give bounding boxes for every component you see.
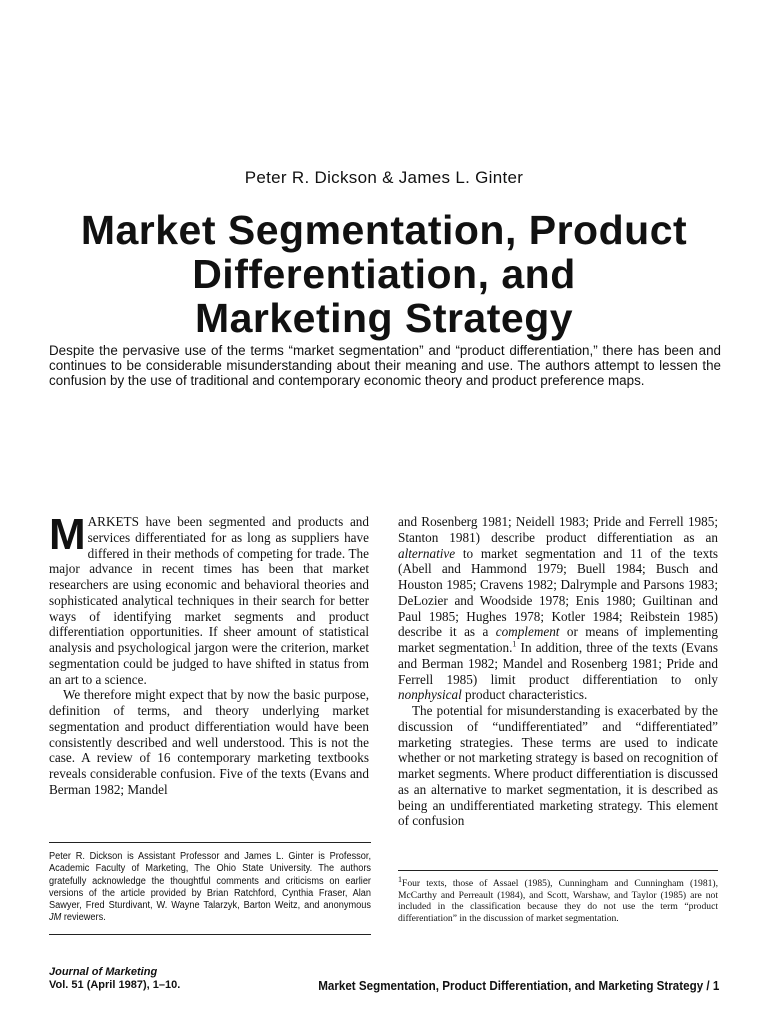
journal-citation (49, 966, 180, 991)
paragraph-text: or means of implementing market segmentation. (398, 624, 718, 655)
paragraph-text: have been segmented and products and services differentiated for as long as suppliers have differed in their methods of competing for trade. The major advance in recent times has been that market researchers are using economic and behavioral theories and sophisticated analytical techniques in their search for better ways of identifying market segments and product differentiation opportunities. If sheer amount of statistical analysis and psychological jargon were the criterion, market segmentation could be judged to have shifted in status from an art to a science. (49, 514, 369, 687)
journal-volume: Vol. 51 (April 1987), 1–10. (49, 978, 181, 991)
paragraph-text: to market segmentation and 11 of the texts (Abell and Hammond 1979; Buell 1984; Busch and Houston 1985; Cravens 1982; Dalrymple and Parsons 1983; DeLozier and Woodside 1978; Enis 1980; Guiltinan and Paul 1985; Hughes 1978; Kotler 1984; Reibstein 1985) describe it as a (398, 545, 718, 640)
running-footer: Market Segmentation, Product Differentiation, and Marketing Strategy / 1 (317, 979, 719, 993)
journal-name: Journal of Marketing (49, 966, 158, 978)
author-note (49, 851, 371, 925)
footnote-number: 1 (398, 874, 402, 884)
body-paragraph: The potential for misunderstanding is exacerbated by the discussion of “undifferentiated” and “differentiated” marketing strategies. These terms are used to indicate whether or not marketing strategy is based on recognition of market segments. Where product differentiation is discussed as an alternative to market segmentation, it is described as being an undifferentiated marketing strategy. This element of confusion (398, 703, 718, 829)
paragraph-text: product characteristics. (461, 687, 588, 703)
title-line-1: Market Segmentation, Product (80, 207, 688, 253)
body-column-left (49, 510, 369, 798)
title-line-3: Marketing Strategy (194, 295, 574, 341)
author-line: Peter R. Dickson & James L. Ginter (244, 168, 524, 187)
footnote-rule-left (49, 842, 371, 843)
lead-in-caps: ARKETS (87, 514, 139, 529)
footnote (398, 874, 718, 924)
footnote-text: Four texts, those of Assael (1985), Cunningham and Cunningham (1981), McCarthy and Perreault (1984), and Scott, Warshaw, and Taylor (1985) are not included in the classification because they do not use the term “product differentiation” in the discussion of market segmentation. (398, 878, 718, 924)
abstract: Despite the pervasive use of the terms “market segmentation” and “product differentiation,” there has been and continues to be considerable misunderstanding about their meaning and use. The authors attempt to lessen the confusion by the use of traditional and contemporary economic theory and product preference maps. (49, 343, 721, 389)
emphasis-text: alternative (398, 545, 456, 561)
body-paragraph: We therefore might expect that by now the basic purpose, definition of terms, and theory underlying market segmentation and product differentiation would have been consistently described and well understood. This is not the case. A review of 16 contemporary marketing textbooks reveals considerable confusion. Five of the texts (Evans and Berman 1982; Mandel (49, 687, 369, 797)
paragraph-text: and Rosenberg 1981; Neidell 1983; Pride and Ferrell 1985; Stanton 1981) describe product differentiation as an (398, 514, 718, 545)
note-emphasis: JM (49, 912, 62, 924)
footnote-rule-right (398, 870, 718, 871)
body-paragraph (398, 514, 718, 703)
body-paragraph (49, 510, 369, 687)
body-column-right (398, 514, 718, 829)
title-line-2: Differentiation, and (192, 251, 576, 297)
emphasis-text: nonphysical (398, 687, 462, 703)
article-title (40, 208, 728, 340)
note-text: reviewers. (61, 912, 106, 924)
footnote-bottom-rule-left (49, 934, 371, 935)
drop-cap: M (49, 510, 86, 559)
note-text: Peter R. Dickson is Assistant Professor and James L. Ginter is Professor, Academic Faculty of Marketing, The Ohio State University. The authors gratefully acknowledge the thoughtful comments and criticisms on earlier versions of the article provided by Brian Ratchford, Cynthia Fraser, Alan Sawyer, Fred Sturdivant, W. Wayne Talarzyk, Barton Weitz, and anonymous (49, 851, 371, 912)
emphasis-text: complement (495, 624, 560, 640)
footnote-marker[interactable]: 1 (512, 639, 517, 649)
paragraph-text: In addition, three of the texts (Evans and Berman 1982; Mandel and Rosenberg 1981; Pride and Ferrell 1985) limit product differentiation to only (398, 640, 718, 687)
